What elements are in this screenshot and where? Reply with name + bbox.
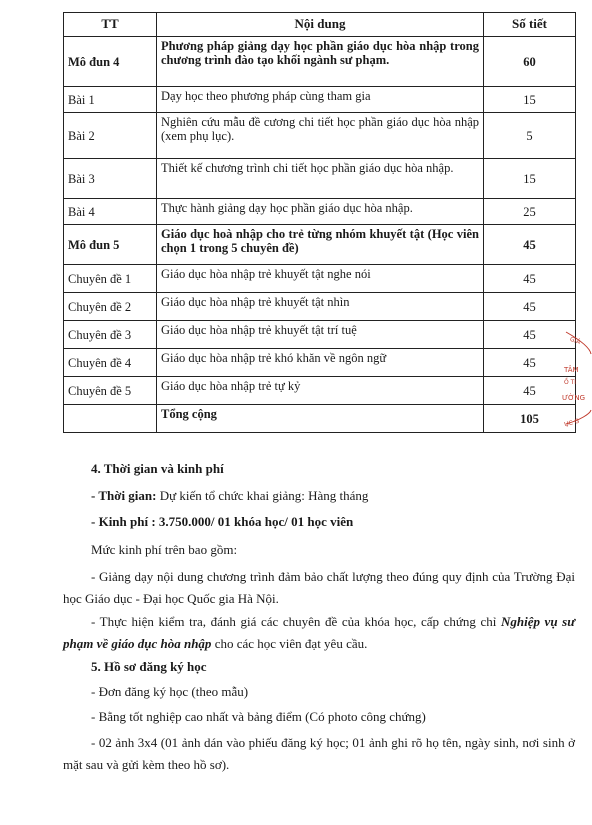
row-hours-cell: 45 [484, 265, 576, 293]
row-hours-cell: 15 [484, 87, 576, 113]
section4-heading: 4. Thời gian và kinh phí [91, 461, 224, 476]
section5-item1: - Đơn đăng ký học (theo mẫu) [91, 684, 249, 699]
curriculum-table-wrapper [63, 12, 575, 433]
row-tt-cell: Bài 4 [64, 199, 157, 225]
table-row [64, 159, 576, 199]
row-hours-cell: 5 [484, 113, 576, 159]
header-noi-dung: Nội dung [157, 13, 484, 37]
row-tt-cell: Bài 1 [64, 87, 157, 113]
row-content-cell: Giáo dục hòa nhập trẻ khuyết tật nhìn [157, 293, 484, 321]
row-tt-cell: Chuyên đề 4 [64, 349, 157, 377]
section5-heading: 5. Hồ sơ đăng ký học [91, 659, 207, 674]
row-hours-cell: 45 [484, 377, 576, 405]
stamp-text: ỤC G [563, 417, 581, 429]
row-content-cell: Giáo dục hoà nhập cho trẻ từng nhóm khuyết tật (Học viên chọn 1 trong 5 chuyên đề) [157, 225, 484, 265]
table-row [64, 321, 576, 349]
row-content-cell: Giáo dục hòa nhập trẻ khó khăn về ngôn ngữ [157, 349, 484, 377]
table-row [64, 37, 576, 87]
row-content-cell: Giáo dục hòa nhập trẻ khuyết tật nghe nói [157, 265, 484, 293]
row-hours-cell: 45 [484, 225, 576, 265]
item2-post: cho các học viên đạt yêu cầu. [211, 636, 368, 651]
row-hours-cell: 45 [484, 293, 576, 321]
document-body [63, 458, 575, 818]
stamp-text: TÂM [564, 366, 579, 374]
section5-item2: - Bằng tốt nghiệp cao nhất và bảng điểm (Có photo công chứng) [91, 709, 426, 724]
curriculum-table [63, 12, 576, 433]
section4-item2 [63, 611, 575, 655]
row-hours-cell: 45 [484, 321, 576, 349]
row-content-cell: Thực hành giảng dạy học phần giáo dục hòa nhập. [157, 199, 484, 225]
section4-fee-includes: Mức kinh phí trên bao gồm: [91, 542, 238, 557]
header-tt: TT [64, 13, 157, 37]
stamp-text: Ồ TI [564, 379, 577, 386]
row-hours-cell: 25 [484, 199, 576, 225]
stamp-text: GIÁ [568, 335, 582, 346]
table-row [64, 293, 576, 321]
header-so-tiet: Số tiết [484, 13, 576, 37]
row-tt-cell: Chuyên đề 3 [64, 321, 157, 349]
item2-emphasis: Nghiệp vụ sư phạm về giáo dục hòa nhập [63, 614, 575, 651]
section4-item1: - Giảng dạy nội dung chương trình đảm bảo chất lượng theo đúng quy định của Trường Đại học Giáo dục - Đại học Quốc gia Hà Nội. [63, 569, 575, 606]
row-content-cell: Giáo dục hòa nhập trẻ tự kỷ [157, 377, 484, 405]
table-row [64, 199, 576, 225]
time-label: - Thời gian: [91, 488, 157, 503]
row-tt-cell [64, 405, 157, 433]
table-row [64, 225, 576, 265]
row-hours-cell: 105 [484, 405, 576, 433]
red-stamp-fragment [560, 328, 592, 436]
table-row [64, 377, 576, 405]
row-tt-cell: Chuyên đề 5 [64, 377, 157, 405]
row-tt-cell: Mô đun 4 [64, 37, 157, 87]
item2-pre: - Thực hiện kiểm tra, đánh giá các chuyên đề của khóa học, cấp chứng chỉ [91, 614, 501, 629]
table-row [64, 87, 576, 113]
table-row [64, 113, 576, 159]
row-tt-cell: Bài 2 [64, 113, 157, 159]
section4-time [91, 488, 571, 504]
section4-fee: - Kinh phí : 3.750.000/ 01 khóa học/ 01 học viên [91, 514, 354, 529]
row-tt-cell: Mô đun 5 [64, 225, 157, 265]
table-row [64, 405, 576, 433]
row-tt-cell: Chuyên đề 1 [64, 265, 157, 293]
row-tt-cell: Bài 3 [64, 159, 157, 199]
table-row [64, 265, 576, 293]
row-content-cell: Tổng cộng [157, 405, 484, 433]
row-tt-cell: Chuyên đề 2 [64, 293, 157, 321]
row-content-cell: Giáo dục hòa nhập trẻ khuyết tật trí tuệ [157, 321, 484, 349]
section5-item3: - 02 ảnh 3x4 (01 ảnh dán vào phiếu đăng ký học; 01 ảnh ghi rõ họ tên, ngày sinh, nơi sinh ở mặt sau và gửi kèm theo hồ sơ). [63, 735, 575, 772]
time-value: Dự kiến tổ chức khai giảng: Hàng tháng [156, 488, 369, 503]
row-content-cell: Nghiên cứu mẫu đề cương chi tiết học phần giáo dục hòa nhập (xem phụ lục). [157, 113, 484, 159]
row-content-cell: Dạy học theo phương pháp cùng tham gia [157, 87, 484, 113]
table-header-row [64, 13, 576, 37]
row-content-cell: Phương pháp giảng dạy học phần giáo dục hòa nhập trong chương trình đào tạo khối ngành sư phạm. [157, 37, 484, 87]
table-row [64, 349, 576, 377]
row-hours-cell: 45 [484, 349, 576, 377]
row-content-cell: Thiết kế chương trình chi tiết học phần giáo dục hòa nhập. [157, 159, 484, 199]
row-hours-cell: 15 [484, 159, 576, 199]
stamp-text: ƯỜNG [562, 394, 586, 402]
row-hours-cell: 60 [484, 37, 576, 87]
table-body [64, 37, 576, 433]
